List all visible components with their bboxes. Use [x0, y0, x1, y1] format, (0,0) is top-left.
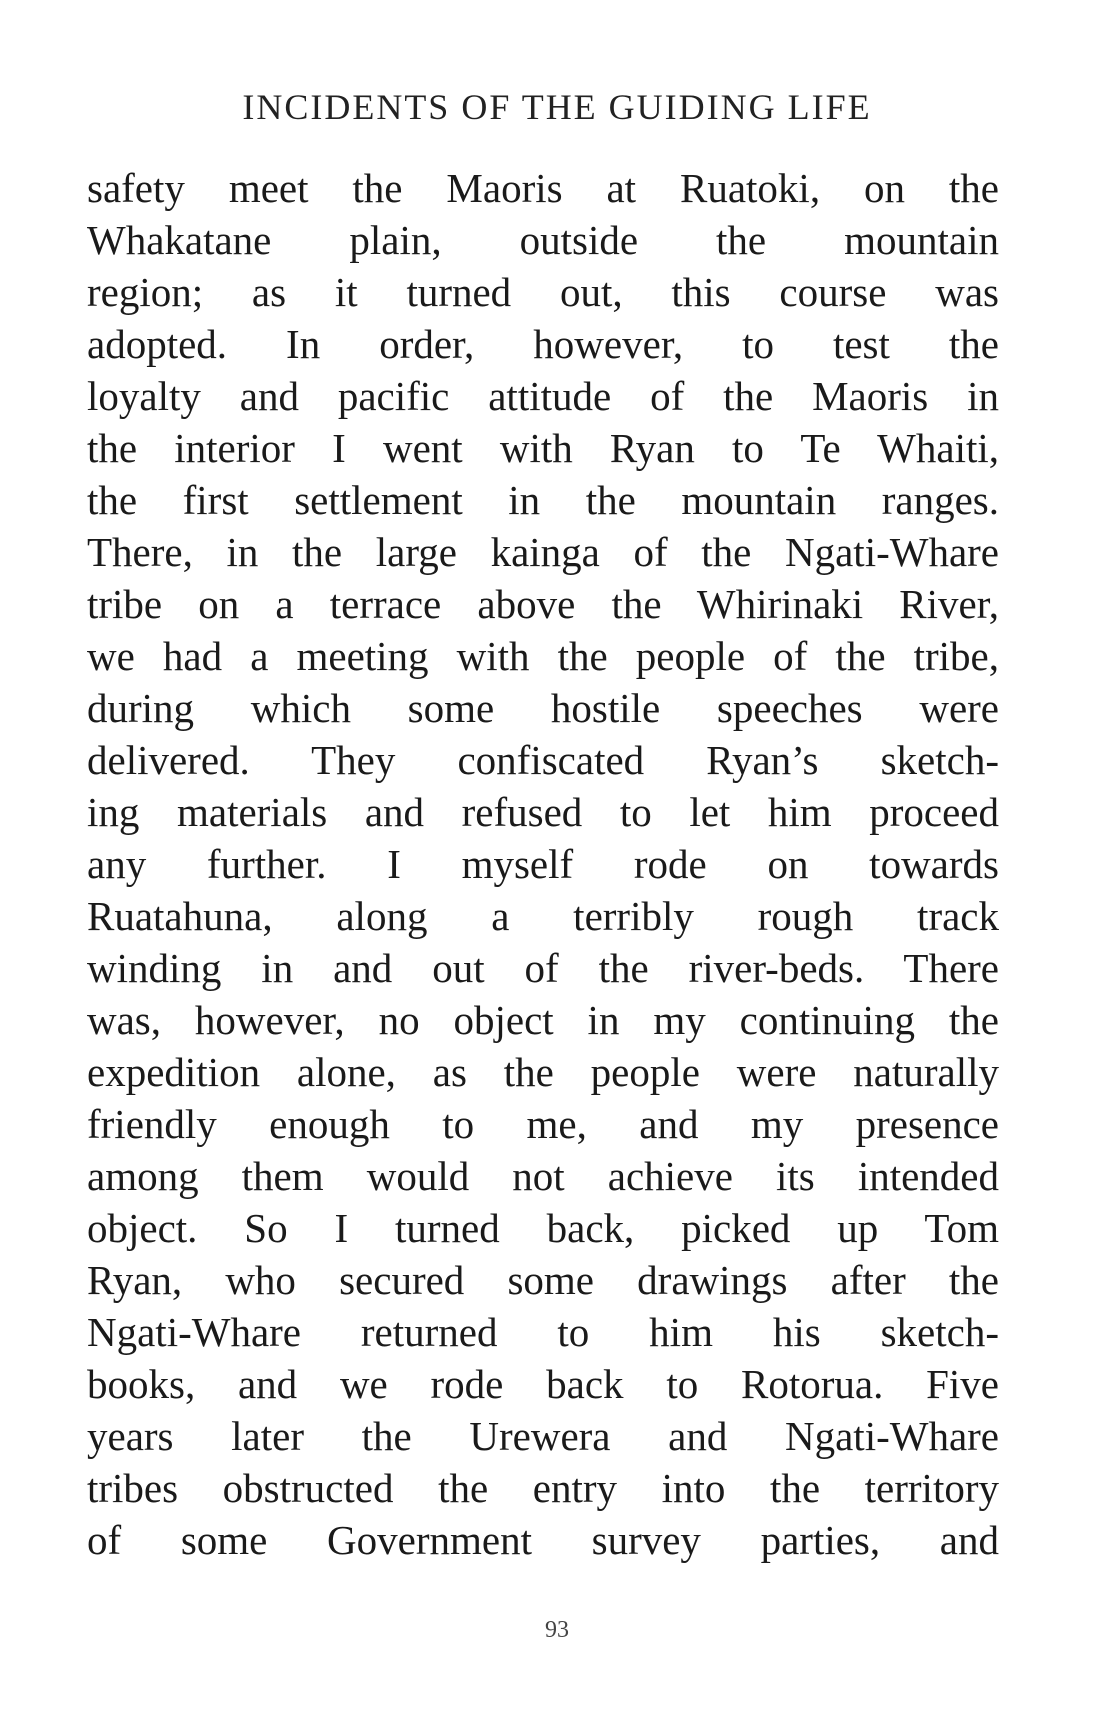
text-line: any further. I myself rode on towards — [87, 841, 999, 887]
text-line: years later the Urewera and Ngati-Whare — [87, 1413, 999, 1459]
text-line: the interior I went with Ryan to Te Whaiti, — [87, 425, 999, 471]
text-line: winding in and out of the river-beds. There — [87, 945, 999, 991]
body-text — [87, 162, 999, 1566]
text-line: we had a meeting with the people of the tribe, — [87, 633, 999, 679]
text-line: region; as it turned out, this course was — [87, 269, 999, 315]
running-head: INCIDENTS OF THE GUIDING LIFE — [242, 87, 872, 127]
text-line: among them would not achieve its intended — [87, 1153, 999, 1199]
text-line: There, in the large kainga of the Ngati-Whare — [87, 529, 999, 575]
page-number: 93 — [545, 1617, 569, 1643]
text-line: tribes obstructed the entry into the territory — [87, 1465, 999, 1511]
text-line: was, however, no object in my continuing the — [87, 997, 999, 1043]
text-line: ing materials and refused to let him proceed — [87, 789, 999, 835]
text-line: loyalty and pacific attitude of the Maoris in — [87, 373, 999, 419]
text-line: Ryan, who secured some drawings after the — [87, 1257, 999, 1303]
text-line: during which some hostile speeches were — [87, 685, 999, 731]
text-line: Whakatane plain, outside the mountain — [87, 217, 999, 263]
text-line: friendly enough to me, and my presence — [87, 1101, 999, 1147]
text-line: delivered. They confiscated Ryan’s sketch- — [87, 737, 999, 783]
text-line: object. So I turned back, picked up Tom — [87, 1205, 999, 1251]
text-line: books, and we rode back to Rotorua. Five — [87, 1361, 999, 1407]
text-line: of some Government survey parties, and — [87, 1517, 999, 1563]
text-line: Ruatahuna, along a terribly rough track — [87, 893, 999, 939]
text-line: expedition alone, as the people were naturally — [87, 1049, 999, 1095]
text-line: adopted. In order, however, to test the — [87, 321, 999, 367]
text-line: safety meet the Maoris at Ruatoki, on the — [87, 165, 999, 211]
text-line: Ngati-Whare returned to him his sketch- — [87, 1309, 999, 1355]
text-line: the first settlement in the mountain ranges. — [87, 477, 999, 523]
text-line: tribe on a terrace above the Whirinaki River, — [87, 581, 999, 627]
